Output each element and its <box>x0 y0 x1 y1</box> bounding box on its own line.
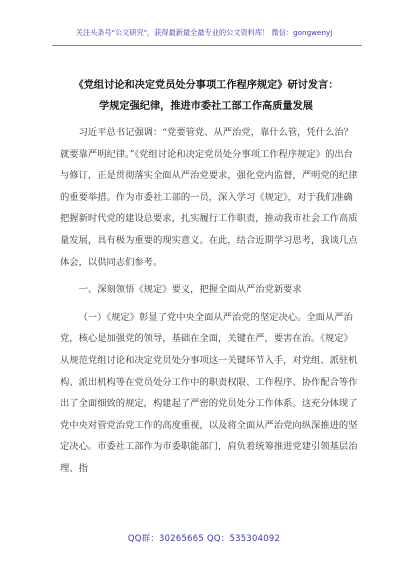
document-title <box>40 75 372 117</box>
document-body <box>60 122 362 480</box>
page-header: 关注头条号"公文研究"，获得最新最全最专业的公文资料库！ 微信：gongwenyj <box>75 28 333 37</box>
title-line-1: 《党组讨论和决定党员处分事项工作程序规定》研讨发言： <box>73 79 339 91</box>
section-heading-1: 一、深刻领悟《规定》要义，把握全面从严治党新要求 <box>78 284 302 296</box>
page-footer: QQ群：30265665 QQ：535304092 <box>127 533 281 543</box>
header-divider <box>52 45 362 46</box>
paragraph-intro: 习近平总书记强调：“党要管党、从严治党，靠什么管，凭什么治？就要靠严明纪律。”《党组讨论和决定党员处分事项工作程序规定》的出台与修订，正是贯彻落实全面从严治党要求，强化党内监督，严明党的纪律的重要举措。作为市委社工部的一员，深入学习《规定》，对于我们准确把握新时代党的建设总要求，扎实履行工作职责，推动我市社会工作高质量发展，具有极为重要的现实意义。在此，结合近期学习思考，我谈几点体会，以供同志们参考。 <box>60 127 358 268</box>
title-line-2: 学规定强纪律，推进市委社工部工作高质量发展 <box>99 100 313 112</box>
paragraph-1-1: （一）《规定》彰显了党中央全面从严治党的坚定决心。全面从严治党，核心是加强党的领导，基础在全面，关键在严，要害在治。《规定》从规范党组讨论和决定党员处分事项这一关键环节入手，对党组、派驻机构、派出机构等在党员处分工作中的职责权限、工作程序、协作配合等作出了全面细致的规定，构建起了严密的党员处分工作体系。这充分体现了党中央对管党治党工作的高度重视，以及将全面从严治党向纵深推进的坚定决心。市委社工部作为市委职能部门，肩负着统筹推进党建引领基层治理、指 <box>60 311 358 474</box>
